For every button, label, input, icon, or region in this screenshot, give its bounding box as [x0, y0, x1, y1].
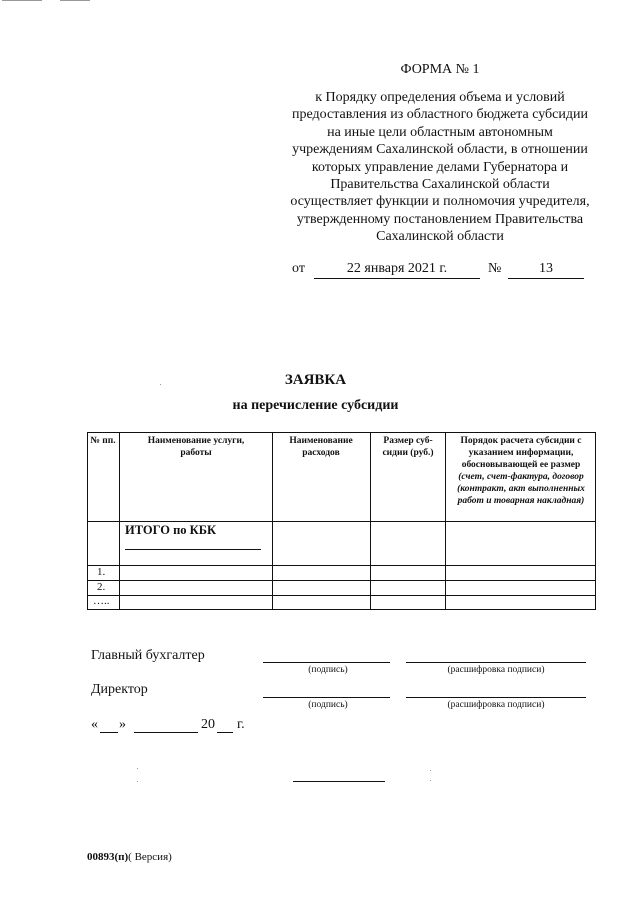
chief-accountant-label: Главный бухгалтер [91, 648, 205, 663]
table-border [87, 432, 596, 433]
director-decode-line [406, 697, 586, 698]
table-border [595, 432, 596, 610]
table-line [87, 521, 596, 522]
scan-speck [137, 768, 138, 769]
scan-mark [60, 0, 90, 3]
chief-accountant-signature-line [263, 662, 390, 663]
day-blank [100, 732, 118, 733]
signing-date-line [91, 717, 311, 737]
director-label: Директор [91, 682, 148, 697]
table-line [87, 565, 596, 566]
date-prefix: от [292, 261, 305, 276]
month-blank [134, 732, 198, 733]
decode-caption: (расшифровка подписи) [447, 665, 545, 675]
header-number: № пп. [90, 436, 116, 446]
row-number: 2. [97, 581, 106, 593]
table-line [272, 432, 273, 610]
table-line [370, 432, 371, 610]
subsidy-table [87, 432, 596, 610]
order-reference-text: к Порядку определения объема и условий предоставления из областного бюджета субсидии на иные цели областным автономным учреждениям Сахалинской области, в отношении которых управление делами Губернатора и Правительства Сахалинской области осуществляет функции и полномочия учредителя, утвержденному постановлением Правительства Сахалинской области [290, 90, 590, 245]
total-label: ИТОГО по КБК [125, 523, 217, 537]
scan-speck [137, 781, 138, 782]
table-line [87, 580, 596, 581]
scan-speck [430, 770, 431, 771]
blank-line [293, 781, 385, 782]
document-version: ( Версия) [128, 851, 172, 863]
table-border [87, 432, 88, 610]
document-title: ЗАЯВКА [284, 372, 347, 388]
document-code: 00893(п) [87, 851, 129, 863]
header-amount: Размер суб-сидии (руб.) [382, 436, 434, 458]
header-expenses: Наименование расходов [289, 436, 353, 458]
table-line [119, 432, 120, 610]
decode-caption: (расшифровка подписи) [447, 700, 545, 710]
table-line [87, 595, 596, 596]
scan-mark [2, 0, 42, 3]
row-number: 1. [97, 566, 106, 578]
table-border [87, 609, 596, 610]
number-label: № [488, 261, 502, 276]
signature-caption: (подпись) [308, 700, 348, 710]
header-calculation-main: Порядок расчета субсидии с указанием информации, обосновывающей ее размер [460, 436, 582, 470]
scan-speck [430, 780, 431, 781]
year-suffix: г. [237, 717, 245, 732]
order-number: 13 [539, 261, 553, 276]
footer [87, 851, 172, 863]
header-service: Наименование услуги, работы [147, 436, 245, 458]
form-title: ФОРМА № 1 [400, 62, 480, 77]
signature-caption: (подпись) [308, 665, 348, 675]
header-calculation-note: (счет, счет-фактура, договор (контракт, акт выполненных работ и товарная накладная) [457, 472, 585, 506]
table-line [445, 432, 446, 610]
date-close-quote: » [119, 717, 126, 732]
total-underline [125, 549, 261, 550]
document-subtitle: на перечисление субсидии [232, 398, 399, 413]
scan-speck [160, 384, 161, 385]
director-signature-line [263, 697, 390, 698]
order-date: 22 января 2021 г. [346, 261, 448, 276]
row-number: ….. [93, 595, 110, 607]
order-date-line [292, 261, 592, 281]
number-underline [508, 278, 584, 279]
date-open-quote: « [91, 717, 98, 732]
year-blank [217, 732, 233, 733]
date-underline [314, 278, 480, 279]
chief-accountant-decode-line [406, 662, 586, 663]
year-prefix: 20 [201, 717, 215, 732]
header-calculation [449, 435, 593, 507]
